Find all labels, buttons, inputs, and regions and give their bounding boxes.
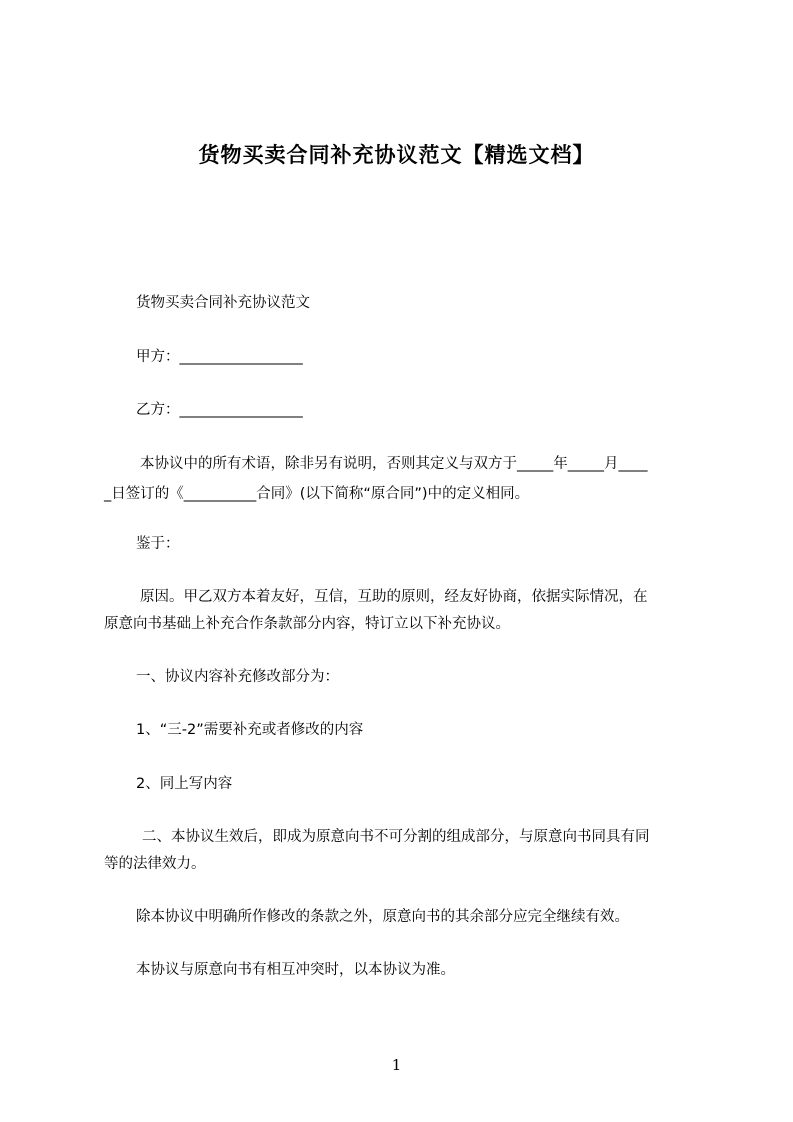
document-subtitle: 货物买卖合同补充协议范文: [136, 295, 310, 311]
section-1-item-1: 1、“三-2”需要补充或者修改的内容: [136, 722, 364, 738]
document-title: 货物买卖合同补充协议范文【精选文档】: [198, 143, 595, 167]
whereas-heading: 鉴于：: [136, 536, 180, 552]
party-b-line: 乙方：_________________: [136, 402, 303, 418]
section-2-line-2: 等的法律效力。: [104, 856, 206, 872]
definition-paragraph-line-1: 本协议中的所有术语，除非另有说明，否则其定义与双方于_____年_____月____: [140, 456, 648, 472]
page-number: 1: [391, 1056, 402, 1074]
section-1-item-2: 2、同上写内容: [136, 776, 233, 792]
reason-paragraph-line-1: 原因。甲乙双方本着友好，互信，互助的原则，经友好协商，依据实际情况，在: [140, 589, 648, 605]
section-1-heading: 一、协议内容补充修改部分为：: [136, 669, 339, 685]
reason-paragraph-line-2: 原意向书基础上补充合作条款部分内容，特订立以下补充协议。: [104, 616, 510, 632]
section-2-line-1: 二、本协议生效后，即成为原意向书不可分割的组成部分，与原意向书同具有同: [142, 829, 650, 845]
party-a-line: 甲方：_________________: [136, 349, 303, 365]
remaining-validity-paragraph: 除本协议中明确所作修改的条款之外，原意向书的其余部分应完全继续有效。: [136, 909, 629, 925]
precedence-paragraph: 本协议与原意向书有相互冲突时，以本协议为准。: [136, 962, 455, 978]
definition-paragraph-line-2: _日签订的《__________合同》(以下简称“原合同”)中的定义相同。: [104, 486, 530, 502]
